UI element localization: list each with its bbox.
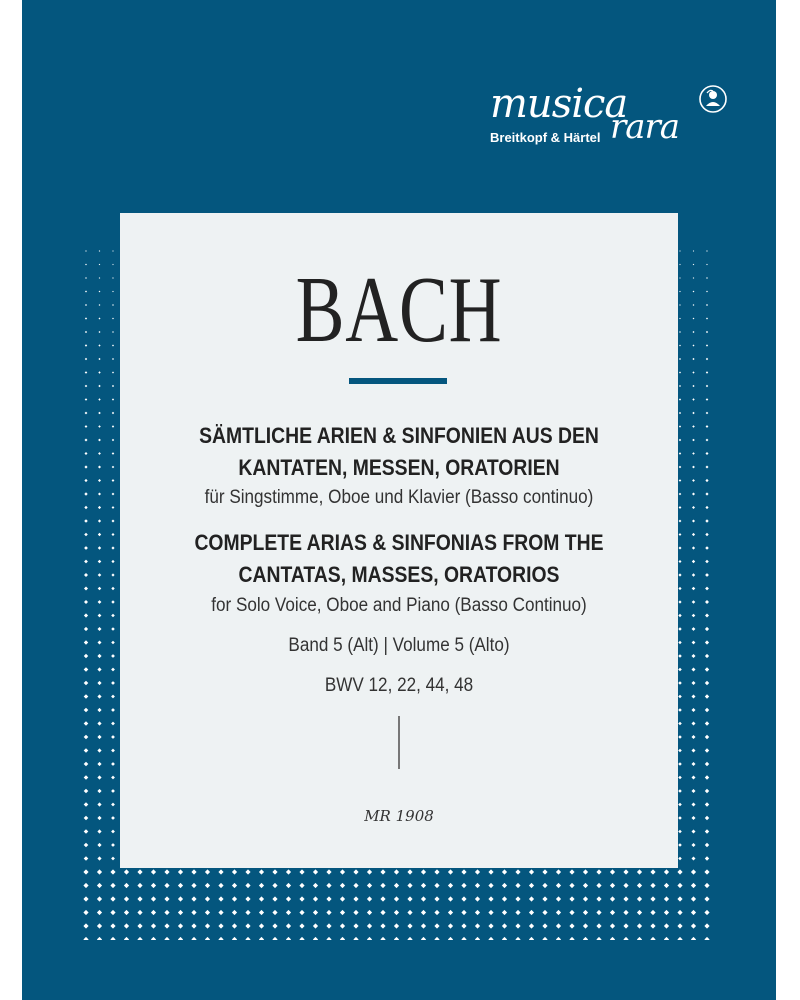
title-english-line1: COMPLETE ARIAS & SINFONIAS FROM THE [194, 530, 604, 555]
logo-musica: musica [490, 81, 628, 127]
composer-name: BACH [295, 258, 503, 362]
title-divider [349, 378, 447, 384]
vertical-divider [398, 716, 400, 769]
publisher-logo [490, 81, 740, 154]
title-panel [120, 213, 678, 868]
breitkopf-emblem-icon [698, 84, 728, 114]
logo-publisher: Breitkopf & Härtel [490, 130, 601, 145]
title-german [153, 420, 644, 484]
catalog-number: MR 1908 [364, 807, 434, 825]
subtitle-english: for Solo Voice, Oboe and Piano (Basso Continuo) [211, 595, 587, 616]
logo-rara: rara [610, 107, 680, 147]
bwv-numbers: BWV 12, 22, 44, 48 [324, 675, 474, 696]
subtitle-german: für Singstimme, Oboe und Klavier (Basso continuo) [204, 487, 594, 508]
title-english-line2: CANTATAS, MASSES, ORATORIOS [238, 562, 560, 587]
volume-label: Band 5 (Alt) | Volume 5 (Alto) [288, 635, 510, 656]
cover [22, 0, 776, 1000]
title-german-line1: SÄMTLICHE ARIEN & SINFONIEN AUS DEN [199, 423, 599, 448]
title-german-line2: KANTATEN, MESSEN, ORATORIEN [238, 455, 560, 480]
title-english [153, 527, 644, 591]
